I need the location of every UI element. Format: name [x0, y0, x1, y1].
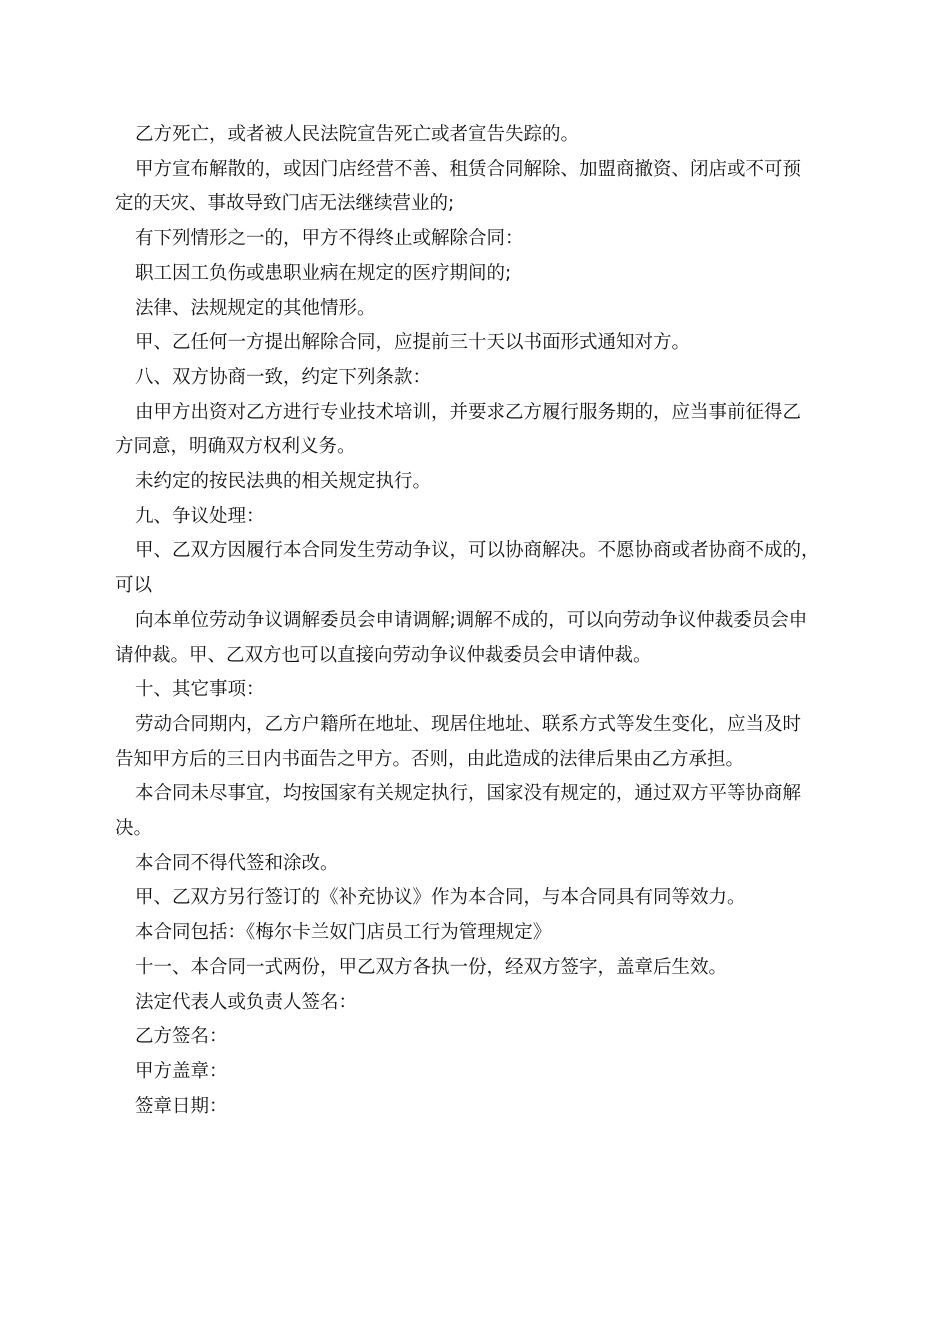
paragraph-no-alteration — [115, 847, 847, 882]
paragraph-info-change — [115, 708, 847, 777]
paragraph-arbitration — [115, 604, 847, 673]
paragraph-dispute — [115, 534, 847, 603]
section-heading-9 — [115, 500, 847, 535]
paragraph-line: 签章日期： — [135, 1095, 228, 1117]
paragraph-line: 职工因工负伤或患职业病在规定的医疗期间的; — [135, 262, 512, 284]
section-heading-11 — [115, 951, 847, 986]
paragraph-line: 告知甲方后的三日内书面告之甲方。否则，由此造成的法律后果由乙方承担。 — [115, 748, 745, 770]
paragraph-line: 法律、法规规定的其他情形。 — [135, 297, 376, 319]
paragraph-line: 九、争议处理： — [135, 505, 265, 527]
paragraph-line: 甲方宣布解散的，或因门店经营不善、租赁合同解除、加盟商撤资、闭店或不可预 — [135, 158, 802, 180]
signature-party-b — [115, 1020, 847, 1055]
paragraph-line: 本合同包括：《梅尔卡兰奴门店员工行为管理规定》 — [135, 922, 552, 944]
paragraph-line: 乙方死亡，或者被人民法院宣告死亡或者宣告失踪的。 — [135, 124, 580, 145]
paragraph-line: 定的天灾、事故导致门店无法继续营业的; — [115, 193, 455, 215]
paragraph-line: 未约定的按民法典的相关规定执行。 — [135, 471, 432, 493]
paragraph-line: 乙方签名： — [135, 1026, 228, 1048]
paragraph-line: 请仲裁。甲、乙双方也可以直接向劳动争议仲裁委员会申请仲裁。 — [115, 644, 652, 666]
paragraph-line: 甲、乙双方因履行本合同发生劳动争议，可以协商解决。不愿协商或者协商不成的， — [135, 540, 820, 562]
paragraph-line: 本合同未尽事宜，均按国家有关规定执行，国家没有规定的，通过双方平等协商解 — [135, 783, 802, 805]
paragraph-other-cases — [115, 292, 847, 327]
signature-date — [115, 1090, 847, 1125]
section-heading-8 — [115, 361, 847, 396]
paragraph-includes — [115, 916, 847, 951]
paragraph-death-or-missing — [115, 118, 847, 153]
paragraph-line: 十一、本合同一式两份，甲乙双方各执一份，经双方签字，盖章后生效。 — [135, 956, 728, 978]
paragraph-line: 法定代表人或负责人签名： — [135, 991, 358, 1013]
section-heading-10 — [115, 673, 847, 708]
paragraph-line: 方同意，明确双方权利义务。 — [115, 436, 356, 458]
paragraph-line: 甲方盖章： — [135, 1060, 228, 1082]
paragraph-line: 有下列情形之一的，甲方不得终止或解除合同： — [135, 228, 524, 250]
paragraph-line: 甲、乙双方另行签订的《补充协议》作为本合同，与本合同具有同等效力。 — [135, 887, 746, 909]
paragraph-line: 劳动合同期内，乙方户籍所在地址、现居住地址、联系方式等发生变化，应当及时 — [135, 713, 802, 735]
paragraph-line: 八、双方协商一致，约定下列条款： — [135, 366, 432, 388]
paragraph-line: 甲、乙任何一方提出解除合同，应提前三十天以书面形式通知对方。 — [135, 332, 691, 354]
paragraph-supplementary — [115, 881, 847, 916]
paragraph-line: 本合同不得代签和涂改。 — [135, 852, 339, 874]
seal-party-a — [115, 1055, 847, 1090]
paragraph-unspecified — [115, 465, 847, 500]
signature-legal-rep — [115, 986, 847, 1021]
paragraph-training — [115, 396, 847, 465]
paragraph-line: 向本单位劳动争议调解委员会申请调解;调解不成的，可以向劳动争议仲裁委员会申 — [135, 609, 808, 631]
paragraph-line: 可以 — [115, 575, 153, 597]
paragraph-dissolution — [115, 153, 847, 222]
paragraph-line: 决。 — [115, 818, 153, 840]
paragraph-notice-period — [115, 326, 847, 361]
paragraph-line: 由甲方出资对乙方进行专业技术培训，并要求乙方履行服务期的，应当事前征得乙 — [135, 401, 802, 423]
paragraph-no-termination — [115, 222, 847, 257]
paragraph-line: 十、其它事项： — [135, 679, 265, 701]
paragraph-unresolved-matters — [115, 777, 847, 846]
document-body — [115, 118, 847, 1124]
paragraph-work-injury — [115, 257, 847, 292]
